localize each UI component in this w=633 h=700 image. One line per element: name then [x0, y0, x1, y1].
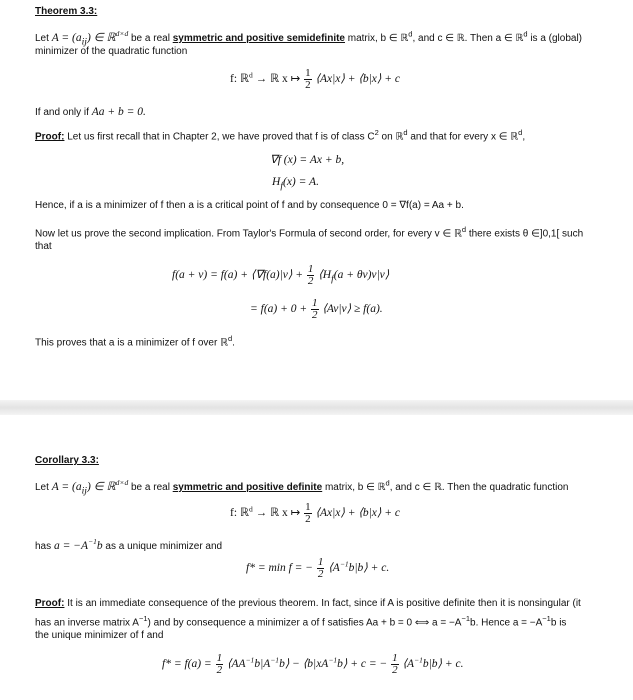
text: f: ℝ: [230, 73, 250, 86]
math: Aa + b = 0.: [91, 106, 146, 118]
corollary-panel: [0, 415, 633, 700]
corollary-statement: [35, 478, 568, 496]
now-line2: that: [35, 241, 52, 252]
text: b⟩ + c = −: [337, 658, 388, 671]
text: as a unique minimizer and: [102, 540, 223, 552]
superscript: d: [249, 504, 253, 514]
quadratic-function: [230, 68, 400, 91]
text: If and only if: [35, 107, 89, 118]
superscript: −1: [138, 614, 148, 623]
superscript: d×d: [115, 478, 129, 487]
denominator: 2: [216, 664, 223, 676]
denominator: 2: [392, 664, 398, 676]
fraction-half: [304, 502, 312, 525]
final-equation: [162, 653, 464, 676]
text: → ℝ x ↦: [252, 73, 301, 86]
numerator: 1: [216, 652, 223, 664]
taylor-line2: [250, 298, 383, 321]
superscript: −1: [339, 559, 349, 569]
text: ) and by consequence a minimizer a of f satisfies Aa + b = 0 ⟺ a = −A: [147, 617, 462, 629]
text: H: [272, 176, 281, 188]
denominator: 2: [305, 79, 311, 91]
superscript: −1: [270, 655, 280, 665]
math: [51, 478, 129, 497]
text: f* = f(a) =: [162, 658, 212, 671]
text: , and c ∈ ℝ. Then a ∈ ℝ: [412, 32, 524, 44]
fraction-half: [317, 557, 325, 580]
superscript: d: [523, 29, 528, 39]
fstar-equation: [246, 557, 389, 580]
corollary-quadratic-function: [230, 502, 400, 525]
text: Let: [35, 481, 49, 493]
text: A = (a: [51, 480, 82, 493]
superscript: d: [403, 128, 408, 137]
superscript: −1: [88, 537, 97, 546]
fraction-half: [304, 68, 312, 91]
fraction-half: [311, 298, 319, 321]
proof-label: Proof:: [35, 131, 65, 143]
superscript: −1: [414, 655, 423, 665]
text: f: ℝ: [230, 507, 250, 520]
text: This proves that a is a minimizer of f over ℝ: [35, 337, 228, 349]
text: ) ∈ ℝ: [86, 480, 116, 493]
emphasis: symmetric and positive semidefinite: [172, 32, 345, 44]
text: b is: [550, 617, 567, 629]
numerator: 1: [392, 652, 398, 664]
text: b|A: [254, 658, 271, 671]
text: .: [232, 337, 235, 349]
panel-divider: [0, 400, 633, 415]
proof-label: Proof:: [35, 598, 65, 609]
theorem-title: Theorem 3.3:: [35, 6, 98, 17]
text: b. Hence a = −A: [470, 617, 543, 629]
text: a = −A: [51, 539, 89, 552]
text: ⟨Ax|x⟩ + ⟨b|x⟩ + c: [315, 73, 400, 86]
text: ⟨Av|v⟩ ≥ f(a).: [322, 303, 383, 316]
denominator: 2: [317, 568, 324, 580]
text: b|b⟩ + c.: [422, 658, 464, 671]
text: ⟨AA: [226, 658, 246, 671]
fraction-half: [307, 264, 315, 287]
text: → ℝ x ↦: [252, 507, 301, 520]
text: has: [35, 540, 52, 552]
text: be a real: [128, 32, 173, 44]
superscript: d: [408, 29, 413, 39]
text: , and c ∈ ℝ. Then the quadratic function: [389, 481, 569, 493]
text: ,: [522, 131, 526, 143]
superscript: −1: [245, 655, 255, 665]
hessian-equation: [272, 176, 319, 191]
superscript: −1: [542, 614, 551, 623]
text: Let: [35, 32, 49, 44]
corollary-proof-line1: [35, 598, 581, 609]
text: on ℝ: [378, 131, 404, 143]
denominator: 2: [312, 309, 318, 321]
superscript: −1: [461, 614, 471, 623]
text: It is an immediate consequence of the previous theorem. In fact, since if A is positive definite then it is nonsingular (it: [64, 598, 581, 609]
text: = f(a) + 0 +: [250, 303, 308, 316]
iff-line: [35, 106, 146, 118]
hence-line: Hence, if a is a minimizer of f then a is a critical point of f and by consequence 0 = ∇f(a) = Aa + b.: [35, 200, 464, 211]
text: b|b⟩ + c.: [348, 562, 390, 575]
text: b: [96, 539, 103, 552]
subscript: ij: [81, 485, 87, 497]
numerator: 1: [305, 501, 311, 513]
taylor-line1: [172, 264, 389, 287]
theorem-statement-line2: minimizer of the quadratic function: [35, 46, 188, 57]
fraction-half: [391, 653, 399, 676]
superscript: d: [227, 334, 233, 343]
numerator: 1: [307, 263, 314, 275]
theorem-statement-line1: [35, 29, 582, 47]
superscript: d: [461, 225, 467, 234]
text: has an inverse matrix A: [35, 617, 139, 629]
theorem-conclusion: [35, 334, 235, 348]
text: matrix, b ∈ ℝ: [344, 32, 409, 44]
now-line1: [35, 225, 583, 239]
superscript: d: [249, 70, 253, 80]
subscript: f: [331, 273, 334, 285]
superscript: d×d: [115, 29, 129, 38]
theorem-proof-line1: [35, 128, 525, 142]
numerator: 1: [305, 67, 311, 79]
corollary-proof-line3: the unique minimizer of f and: [35, 630, 164, 641]
text: matrix, b ∈ ℝ: [322, 481, 386, 493]
superscript: d: [518, 128, 523, 137]
text: is a (global): [527, 32, 583, 44]
corollary-proof-line2: [35, 614, 566, 628]
fraction-half: [216, 653, 224, 676]
text: f(a + v) = f(a) + ⟨∇f(a)|v⟩ +: [172, 269, 304, 282]
denominator: 2: [307, 275, 314, 287]
text: f* = min f = −: [246, 562, 314, 575]
text: ⟨A: [328, 562, 340, 575]
text: b⟩ − ⟨b|xA: [279, 658, 329, 671]
text: (a + θv)v|v⟩: [333, 269, 390, 282]
math: [51, 29, 129, 48]
unique-minimizer-line: [35, 537, 222, 552]
superscript: d: [385, 478, 390, 488]
emphasis: symmetric and positive definite: [172, 481, 323, 493]
text: (x) = A.: [282, 176, 319, 188]
corollary-title: Corollary 3.3:: [35, 455, 99, 466]
subscript: f: [280, 180, 283, 192]
gradient-equation: ∇f (x) = Ax + b,: [270, 154, 345, 166]
text: A = (a: [51, 31, 82, 44]
text: ⟨Ax|x⟩ + ⟨b|x⟩ + c: [315, 507, 400, 520]
superscript: 2: [374, 128, 379, 137]
numerator: 1: [317, 556, 324, 568]
text: ⟨H: [318, 269, 332, 282]
text: Now let us prove the second implication. From Taylor's Formula of second order, for every v ∈ ℝ: [35, 228, 462, 240]
text: Let us first recall that in Chapter 2, we have proved that f is of class C: [64, 131, 375, 143]
text: there exists θ ∈]0,1[ such: [466, 228, 584, 240]
text: ) ∈ ℝ: [86, 31, 116, 44]
superscript: −1: [328, 655, 338, 665]
text: be a real: [128, 481, 173, 493]
denominator: 2: [305, 513, 311, 525]
numerator: 1: [312, 297, 318, 309]
text: and that for every x ∈ ℝ: [407, 131, 519, 143]
subscript: ij: [81, 36, 87, 48]
text: ⟨A: [402, 658, 415, 671]
